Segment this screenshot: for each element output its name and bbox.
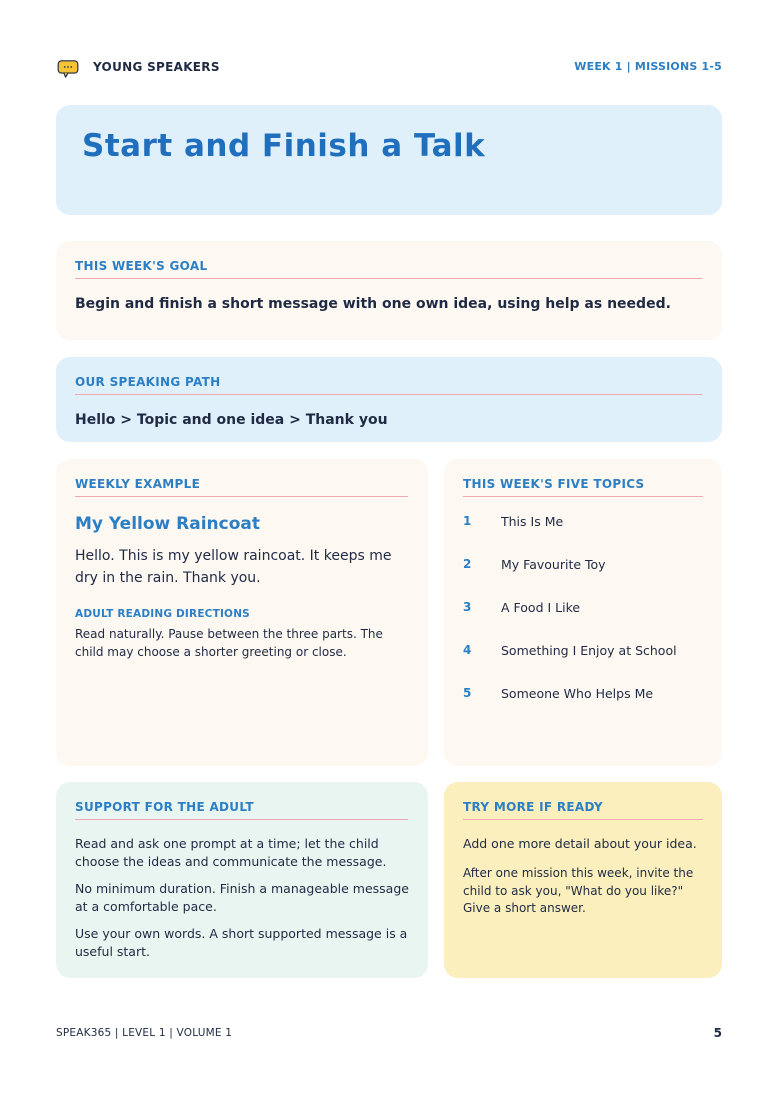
- try-more-paragraph: Add one more detail about your idea.: [463, 836, 697, 851]
- week-info: WEEK 1 | MISSIONS 1-5: [574, 60, 722, 73]
- topic-number: 2: [463, 557, 472, 571]
- support-paragraph: Use your own words. A short supported message is a useful start.: [75, 926, 408, 959]
- topic-number: 5: [463, 686, 472, 700]
- goal-label: THIS WEEK'S GOAL: [75, 259, 208, 273]
- support-label: SUPPORT FOR THE ADULT: [75, 800, 254, 814]
- try-more-divider: [463, 819, 703, 820]
- try-more-paragraph: After one mission this week, invite the child to ask you, "What do you like?" Give a short answer.: [463, 866, 694, 915]
- weekly-example-divider: [75, 496, 408, 497]
- topic-number: 3: [463, 600, 472, 614]
- brand-name: YOUNG SPEAKERS: [93, 60, 220, 74]
- speaking-path-divider: [75, 394, 702, 395]
- speech-bubble-icon: [55, 60, 81, 78]
- topic-item: My Favourite Toy: [501, 557, 606, 572]
- reading-directions-text: Read naturally. Pause between the three parts. The child may choose a shorter greeting or close.: [75, 627, 383, 659]
- goal-divider: [75, 278, 702, 279]
- speaking-path-card: [56, 357, 722, 442]
- topics-card: [444, 459, 722, 766]
- footer-series: SPEAK365 | LEVEL 1 | VOLUME 1: [56, 1027, 233, 1039]
- support-paragraph: No minimum duration. Finish a manageable message at a comfortable pace.: [75, 881, 409, 914]
- speaking-path-label: OUR SPEAKING PATH: [75, 375, 221, 389]
- topic-number: 1: [463, 514, 472, 528]
- topics-label: THIS WEEK'S FIVE TOPICS: [463, 477, 645, 491]
- try-more-label: TRY MORE IF READY: [463, 800, 603, 814]
- goal-card: [56, 241, 722, 340]
- example-title: My Yellow Raincoat: [75, 514, 260, 534]
- reading-directions-label: ADULT READING DIRECTIONS: [75, 608, 250, 620]
- topics-divider: [463, 496, 703, 497]
- support-divider: [75, 819, 408, 820]
- page-number: 5: [713, 1026, 722, 1040]
- topic-item: A Food I Like: [501, 600, 581, 615]
- goal-text: Begin and finish a short message with one own idea, using help as needed.: [75, 296, 671, 312]
- speaking-path-text: Hello > Topic and one idea > Thank you: [75, 412, 388, 428]
- topic-item: This Is Me: [501, 514, 564, 529]
- topic-number: 4: [463, 643, 472, 657]
- support-paragraph: Read and ask one prompt at a time; let the child choose the ideas and communicate the message.: [75, 836, 387, 869]
- weekly-example-label: WEEKLY EXAMPLE: [75, 477, 201, 491]
- topic-item: Someone Who Helps Me: [501, 686, 654, 701]
- page-title: Start and Finish a Talk: [82, 128, 486, 164]
- example-body: Hello. This is my yellow raincoat. It keeps me dry in the rain. Thank you.: [75, 548, 392, 586]
- topic-item: Something I Enjoy at School: [501, 643, 677, 658]
